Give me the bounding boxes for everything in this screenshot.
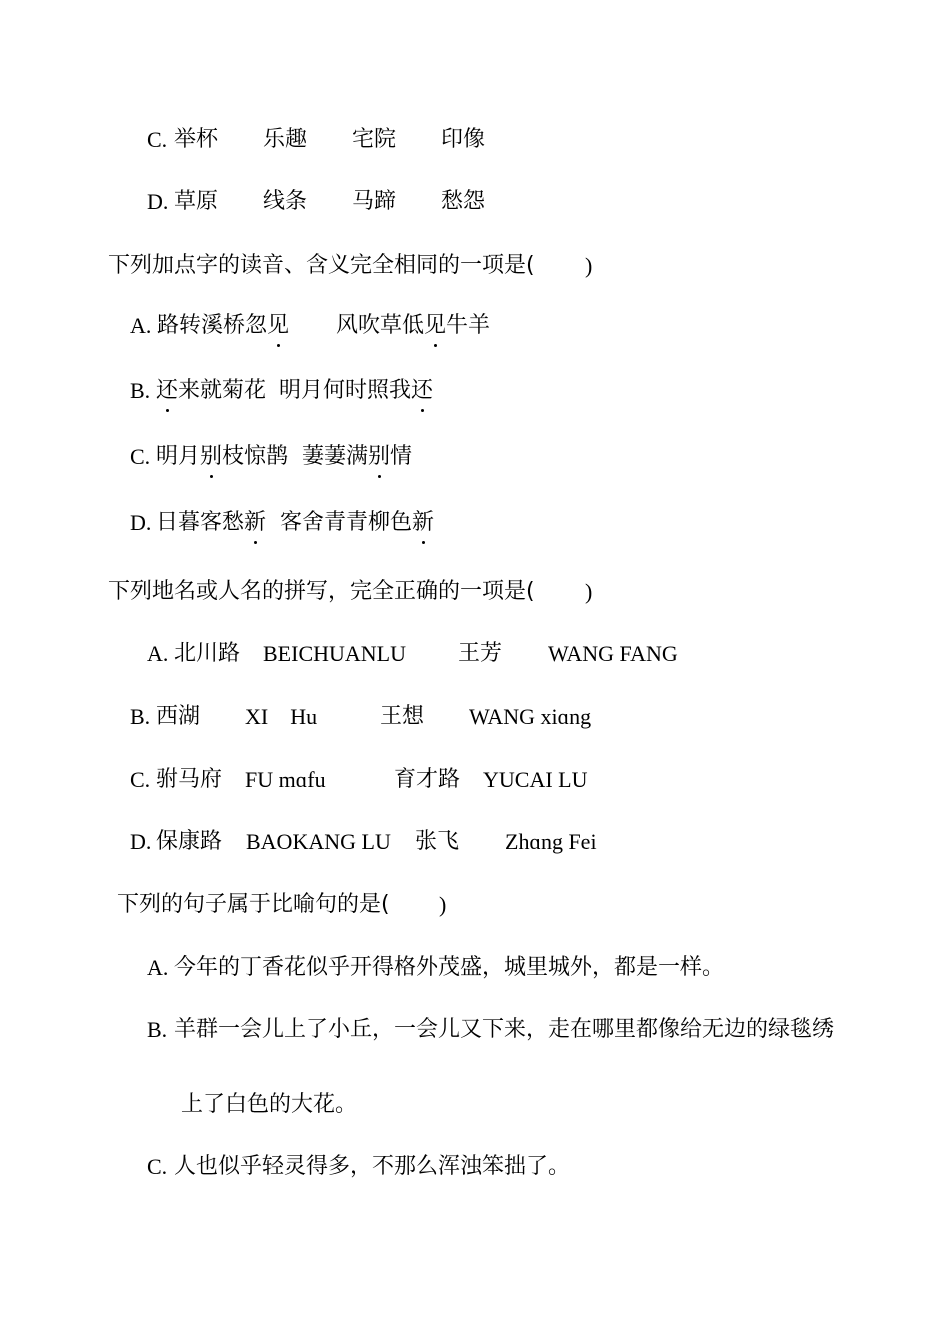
option-letter: C. [130,444,151,469]
option-row [130,827,690,857]
word: 线条 [263,189,308,214]
place-name: 北川路 [174,641,241,666]
option-row [130,702,690,732]
text: 来就菊花 [178,378,267,403]
option-row [130,765,690,795]
answer-paren: ) [585,579,593,604]
stem-text: 下列地名或人名的拼写，完全正确的一项是( [108,579,535,604]
person-pinyin: WANG xiɑng [469,704,592,729]
option-letter: B. [147,1017,168,1042]
option-letter: A. [147,641,169,666]
word: 印像 [441,127,486,152]
option-text: 今年的丁香花似乎开得格外茂盛，城里城外，都是一样。 [174,955,725,980]
question-stem [108,577,628,607]
dotted-char: 新 [244,508,266,538]
stem-text: 下列的句子属于比喻句的是( [117,892,390,917]
option-text: 羊群一会儿上了小丘，一会儿又下来，走在哪里都像给无边的绿毯绣 [174,1017,835,1042]
dotted-char: 别 [368,442,390,472]
word: 马蹄 [352,189,397,214]
question-stem [117,890,477,920]
place-pinyin: FU mɑfu [245,767,326,792]
word: 举杯 [174,127,219,152]
text: 路转溪桥忽 [157,313,268,338]
text: 萋萋满 [302,444,369,469]
person-name: 育才路 [394,767,461,792]
verse-1 [157,311,289,341]
person-name: 张飞 [415,829,460,854]
stem-text: 下列加点字的读音、含义完全相同的一项是( [108,253,535,278]
answer-paren: ) [439,892,447,917]
place-pinyin: XI Hu [245,704,318,729]
option-row [147,125,547,155]
option-letter: C. [147,1154,168,1179]
option-row [130,311,530,341]
option-letter: D. [147,189,169,214]
option-row [147,953,847,983]
place-name: 西湖 [156,704,201,729]
text: 枝惊鹊 [222,444,289,469]
option-letter: B. [130,704,151,729]
text: 牛羊 [446,313,491,338]
text: 情 [390,444,413,469]
option-row [147,187,547,217]
dotted-char: 还 [156,376,178,406]
person-pinyin: Zhɑng Fei [505,829,597,854]
text: 客舍青青柳色 [280,510,413,535]
option-row [147,1015,877,1045]
dotted-char: 见 [267,311,289,341]
option-text-continued: 上了白色的大花。 [181,1092,358,1117]
text: 日暮客愁 [156,510,245,535]
person-name: 王芳 [458,641,503,666]
dotted-char: 别 [200,442,222,472]
verse-1 [156,376,266,406]
word: 草原 [174,189,219,214]
option-letter: C. [130,767,151,792]
option-row [147,639,707,669]
word: 愁怨 [441,189,486,214]
word: 宅院 [352,127,397,152]
verse-1 [156,442,288,472]
verse-2 [336,311,490,341]
option-row [147,1152,847,1182]
option-letter: C. [147,127,168,152]
place-pinyin: BAOKANG LU [246,829,391,854]
verse-2 [280,508,434,538]
person-pinyin: YUCAI LU [483,767,588,792]
verse-1 [156,508,266,538]
option-letter: A. [147,955,169,980]
question-stem [108,251,628,281]
verse-2 [279,376,433,406]
place-name: 驸马府 [156,767,223,792]
option-letter: B. [130,378,151,403]
option-row [130,376,530,406]
option-letter: D. [130,510,152,535]
word: 乐趣 [263,127,308,152]
person-name: 王想 [380,704,425,729]
text: 明月何时照我 [279,378,412,403]
dotted-char: 新 [412,508,434,538]
place-pinyin: BEICHUANLU [263,641,406,666]
dotted-char: 还 [411,376,433,406]
option-text: 人也似乎轻灵得多，不那么浑浊笨拙了。 [174,1154,571,1179]
verse-2 [302,442,412,472]
answer-paren: ) [585,253,593,278]
option-row [130,508,530,538]
place-name: 保康路 [156,829,223,854]
option-letter: D. [130,829,152,854]
option-row [130,442,530,472]
dotted-char: 见 [424,311,446,341]
text: 风吹草低 [336,313,425,338]
option-letter: A. [130,313,152,338]
person-pinyin: WANG FANG [548,641,678,666]
text: 明月 [156,444,201,469]
